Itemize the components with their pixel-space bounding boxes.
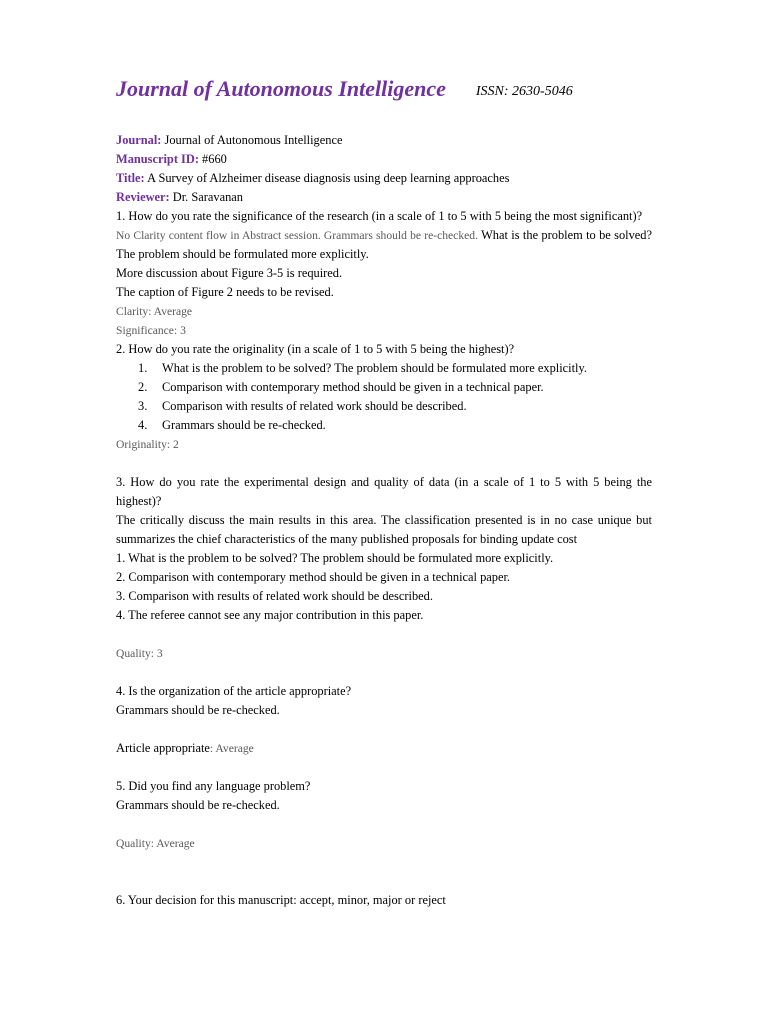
q1-significance: Significance: 3 bbox=[116, 324, 186, 337]
list-number: 4. bbox=[138, 418, 148, 432]
q5-answer: Grammars should be re-checked. bbox=[116, 798, 280, 812]
spacer bbox=[116, 663, 652, 682]
spacer bbox=[116, 853, 652, 891]
q3-item-2: 2. Comparison with contemporary method should be given in a technical paper. bbox=[116, 570, 510, 584]
q4-rating-value: : Average bbox=[209, 742, 254, 755]
q5-question: 5. Did you find any language problem? bbox=[116, 779, 311, 793]
manuscript-id-label: Manuscript ID: bbox=[116, 152, 199, 166]
manuscript-id-value: #660 bbox=[198, 152, 227, 166]
list-item bbox=[116, 416, 652, 435]
q1-comment bbox=[116, 226, 652, 264]
q6-question: 6. Your decision for this manuscript: accept, minor, major or reject bbox=[116, 893, 446, 907]
title-label: Title: bbox=[116, 171, 145, 185]
list-number: 3. bbox=[138, 399, 148, 413]
list-item bbox=[116, 359, 652, 378]
list-text: Comparison with results of related work should be described. bbox=[162, 399, 467, 413]
list-text: Grammars should be re-checked. bbox=[162, 418, 326, 432]
spacer bbox=[116, 815, 652, 834]
title-line bbox=[116, 169, 652, 188]
spacer bbox=[116, 720, 652, 739]
issn: ISSN: 2630-5046 bbox=[475, 84, 573, 99]
spacer bbox=[116, 758, 652, 777]
list-text: What is the problem to be solved? The problem should be formulated more explicitly. bbox=[162, 361, 587, 375]
journal-value: Journal of Autonomous Intelligence bbox=[161, 133, 343, 147]
reviewer-value: Dr. Saravanan bbox=[169, 190, 243, 204]
manuscript-id-line bbox=[116, 150, 652, 169]
journal-line bbox=[116, 131, 652, 150]
reviewer-label: Reviewer: bbox=[116, 190, 170, 204]
list-number: 2. bbox=[138, 380, 148, 394]
list-text: Comparison with contemporary method should be given in a technical paper. bbox=[162, 380, 544, 394]
q3-item-3: 3. Comparison with results of related work should be described. bbox=[116, 589, 433, 603]
document-header bbox=[116, 76, 573, 102]
q2-question: 2. How do you rate the originality (in a scale of 1 to 5 with 5 being the highest)? bbox=[116, 342, 515, 356]
q4-question: 4. Is the organization of the article appropriate? bbox=[116, 684, 352, 698]
journal-title: Journal of Autonomous Intelligence bbox=[116, 76, 446, 101]
list-item bbox=[116, 397, 652, 416]
title-value: A Survey of Alzheimer disease diagnosis using deep learning approaches bbox=[144, 171, 510, 185]
q4-rating bbox=[116, 739, 652, 758]
reviewer-line bbox=[116, 188, 652, 207]
journal-label: Journal: bbox=[116, 133, 162, 147]
list-number: 1. bbox=[138, 361, 148, 375]
q1-clarity: Clarity: Average bbox=[116, 305, 193, 318]
q3-item-4: 4. The referee cannot see any major contribution in this paper. bbox=[116, 608, 424, 622]
q3-paragraph: The critically discuss the main results in this area. The classification presented is in no case unique but summarizes the chief characteristics of the many published proposals for binding update cost bbox=[116, 513, 652, 546]
q1-line-figures: More discussion about Figure 3-5 is required. bbox=[116, 266, 343, 280]
q1-comment-rest: What is the problem to be solved? The problem should be formulated more explicitly. bbox=[116, 228, 652, 261]
spacer bbox=[116, 454, 652, 473]
q3-item-1: 1. What is the problem to be solved? The problem should be formulated more explicitly. bbox=[116, 551, 554, 565]
list-item bbox=[116, 378, 652, 397]
spacer bbox=[116, 625, 652, 644]
q1-line-caption: The caption of Figure 2 needs to be revised. bbox=[116, 285, 334, 299]
q1-comment-grey: No Clarity content flow in Abstract session. Grammars should be re-checked. bbox=[116, 229, 478, 242]
q5-quality: Quality: Average bbox=[116, 837, 195, 850]
q3-quality: Quality: 3 bbox=[116, 647, 163, 660]
q4-answer: Grammars should be re-checked. bbox=[116, 703, 280, 717]
q3-question: 3. How do you rate the experimental design and quality of data (in a scale of 1 to 5 with 5 being the highest)? bbox=[116, 475, 652, 508]
review-body bbox=[116, 131, 652, 910]
q2-originality: Originality: 2 bbox=[116, 438, 179, 451]
q2-list bbox=[116, 359, 652, 435]
q1-question: 1. How do you rate the significance of the research (in a scale of 1 to 5 with 5 being the most significant)? bbox=[116, 209, 643, 223]
q4-rating-label: Article appropriate bbox=[116, 741, 210, 755]
